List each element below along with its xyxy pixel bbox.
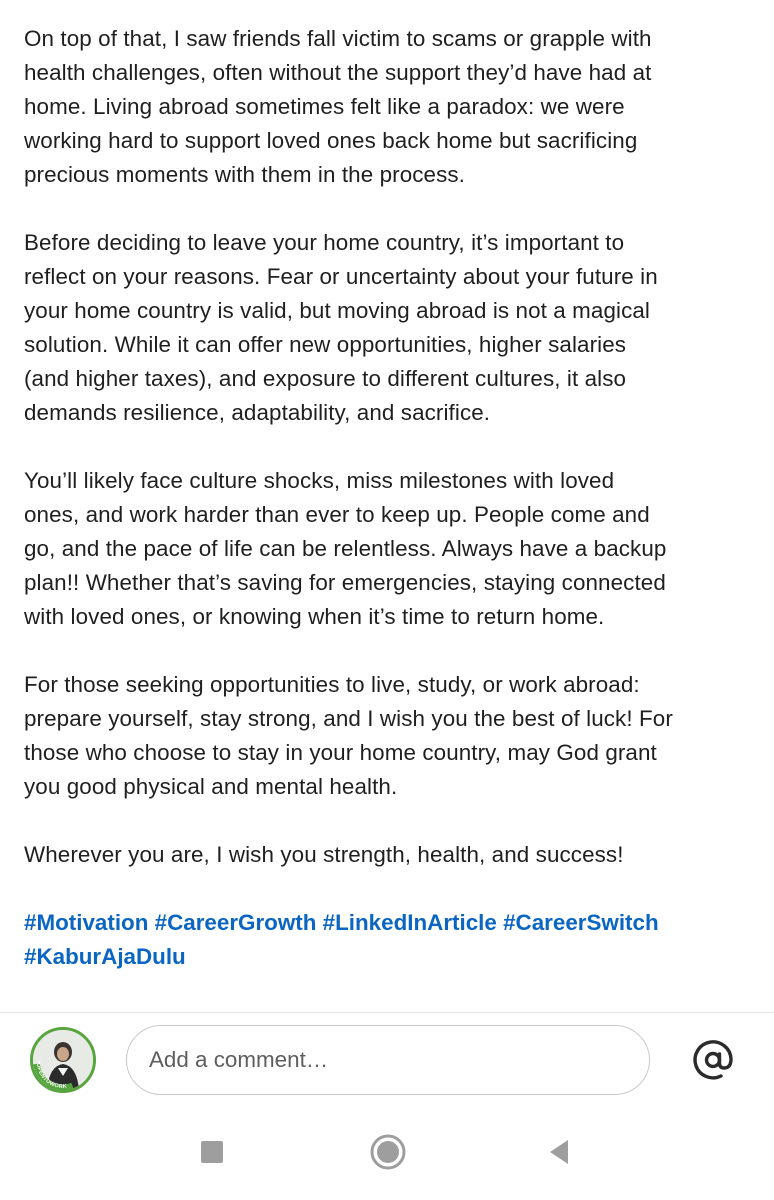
article-paragraph: For those seeking opportunities to live, study, or work abroad: prepare yourself, stay strong, and I wish you the best of luck! For those who choose to stay in your home country, may God grant you good physical and mental health. <box>24 672 673 799</box>
article-paragraph: On top of that, I saw friends fall victim to scams or grapple with health challenges, often without the support they’d have had at home. Living abroad sometimes felt like a paradox: we were working hard to support loved ones back home but sacrificing precious moments with them in the process. <box>24 26 652 187</box>
mention-button[interactable] <box>688 1035 738 1085</box>
article-body <box>24 22 754 974</box>
recents-icon <box>196 1136 228 1168</box>
at-sign-icon <box>688 1035 738 1085</box>
avatar[interactable] <box>30 1027 96 1093</box>
hashtag-careerswitch[interactable]: #CareerSwitch <box>503 910 659 935</box>
article-paragraph: You’ll likely face culture shocks, miss milestones with loved ones, and work harder than ever to keep up. People come and go, and the pace of life can be relentless. Always have a backup plan!! Whether that’s saving for emergencies, staying connected with loved ones, or knowing when it’s time to return home. <box>24 468 667 629</box>
recents-button[interactable] <box>196 1136 228 1168</box>
hashtag-careergrowth[interactable]: #CareerGrowth <box>154 910 317 935</box>
open-to-work-badge-text: #OPENTOWORK <box>34 1059 68 1090</box>
hashtag-motivation[interactable]: #Motivation <box>24 910 149 935</box>
hashtag-linkedinarticle[interactable]: #LinkedInArticle <box>322 910 497 935</box>
home-icon <box>366 1130 410 1174</box>
hashtag-kaburajadulu[interactable]: #KaburAjaDulu <box>24 944 186 969</box>
comment-input[interactable] <box>126 1025 650 1095</box>
home-button[interactable] <box>366 1130 410 1174</box>
comment-bar <box>0 1012 774 1109</box>
article-paragraph: Before deciding to leave your home country, it’s important to reflect on your reasons. Fear or uncertainty about your future in your home country is valid, but moving abroad is not a magical solution. While it can offer new opportunities, higher salaries (and higher taxes), and exposure to different cultures, it also demands resilience, adaptability, and sacrifice. <box>24 230 658 425</box>
avatar-photo <box>33 1030 93 1090</box>
back-icon <box>542 1134 578 1170</box>
hashtag-list <box>24 906 754 974</box>
back-button[interactable] <box>542 1134 578 1170</box>
article-paragraph: Wherever you are, I wish you strength, health, and success! <box>24 842 624 867</box>
system-nav-bar <box>0 1108 774 1200</box>
